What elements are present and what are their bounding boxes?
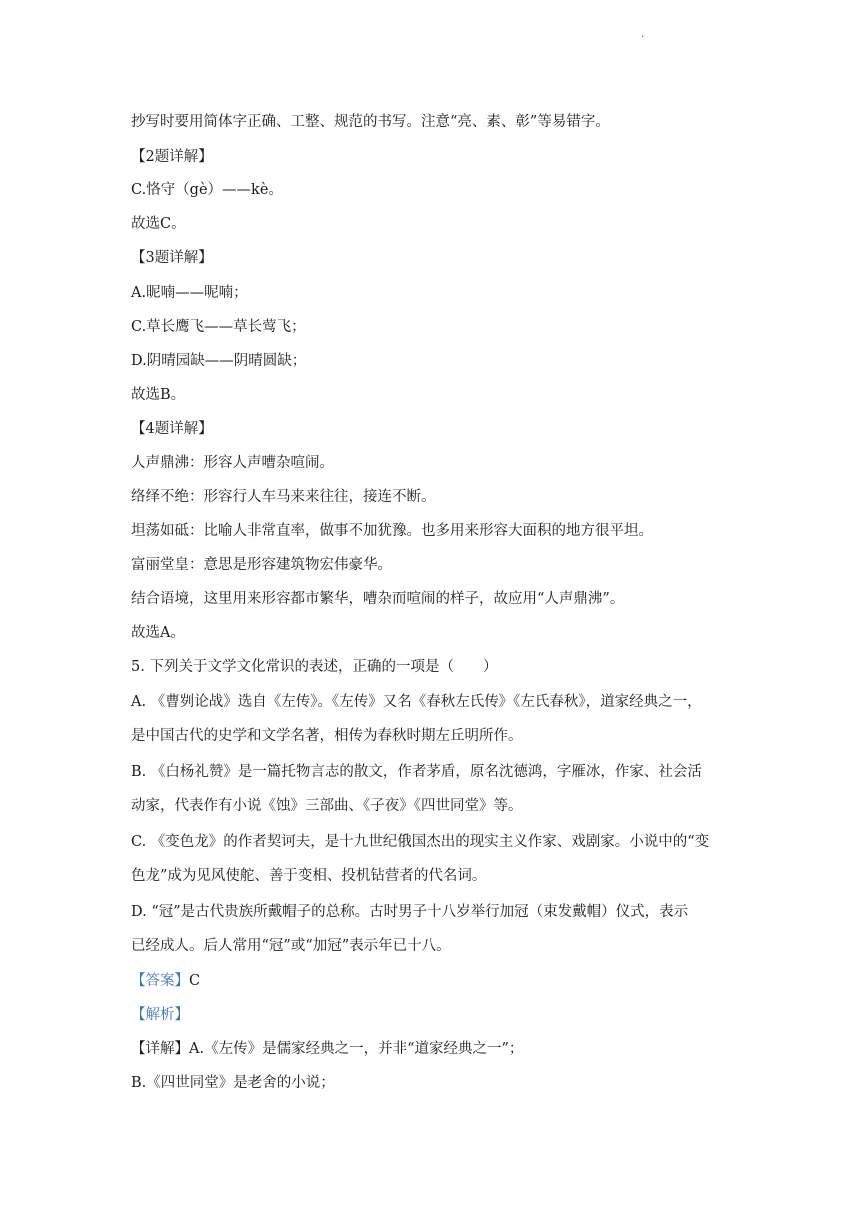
option-c-line-2: 色龙”成为见风使舵、善于变相、投机钻营者的代名词。 [131, 868, 487, 884]
header-mark: · [641, 32, 645, 43]
answer-value: C [189, 973, 201, 989]
detail-line: B.《四世同堂》是老舍的小说； [131, 1075, 335, 1091]
analysis-label: 【解析】 [131, 1007, 189, 1023]
option-a-line-1: A. 《曹刿论战》选自《左传》。《左传》又名《春秋左氏传》《左氏春秋》，道家经典之一， [131, 694, 702, 710]
text-line: 抄写时要用简体字正确、工整、规范的书写。注意“亮、素、彰”等易错字。 [131, 114, 610, 130]
text-line: A.昵喃——呢喃； [131, 285, 248, 301]
detail-line: 【详解】A.《左传》是儒家经典之一，并非“道家经典之一”； [131, 1041, 524, 1057]
option-d-line-2: 已经成人。后人常用“冠”或“加冠”表示年已十八。 [131, 938, 451, 954]
text-line: 故选A。 [131, 625, 185, 641]
text-line: D.阴晴园缺——阴晴圆缺； [131, 353, 307, 369]
section-heading: 【2题详解】 [131, 149, 213, 165]
option-b-line-2: 动家，代表作有小说《蚀》三部曲、《子夜》《四世同堂》等。 [131, 798, 523, 814]
option-a-line-2: 是中国古代的史学和文学名著，相传为春秋时期左丘明所作。 [131, 728, 523, 744]
text-line: 人声鼎沸：形容人声嘈杂喧闹。 [131, 455, 334, 471]
text-line: C.草长鹰飞——草长莺飞； [131, 319, 306, 335]
text-line: 故选C。 [131, 216, 186, 232]
answer-line [131, 971, 741, 991]
section-heading: 【3题详解】 [131, 250, 213, 266]
text-line: 络绎不绝：形容行人车马来来往往，接连不断。 [131, 489, 436, 505]
option-b-line-1: B. 《白杨礼赞》是一篇托物言志的散文，作者茅盾，原名沈德鸿，字雁冰，作家、社会活 [131, 764, 702, 780]
option-d-line-1: D. “冠”是古代贵族所戴帽子的总称。古时男子十八岁举行加冠（束发戴帽）仪式，表示 [131, 904, 689, 920]
text-line: 故选B。 [131, 387, 186, 403]
text-line: 结合语境，这里用来形容都市繁华，嘈杂而喧闹的样子，故应用“人声鼎沸”。 [131, 591, 625, 607]
section-heading: 【4题详解】 [131, 421, 213, 437]
answer-label: 【答案】 [131, 973, 189, 989]
text-line: 坦荡如砥：比喻人非常直率，做事不加犹豫。也多用来形容大面积的地方很平坦。 [131, 523, 653, 539]
option-c-line-1: C. 《变色龙》的作者契诃夫，是十九世纪俄国杰出的现实主义作家、戏剧家。小说中的“变 [131, 834, 710, 850]
text-line: C.恪守（gè）——kè。 [131, 182, 283, 198]
question-stem: 5. 下列关于文学文化常识的表述，正确的一项是（ ） [131, 659, 498, 675]
text-line: 富丽堂皇：意思是形容建筑物宏伟豪华。 [131, 557, 392, 573]
